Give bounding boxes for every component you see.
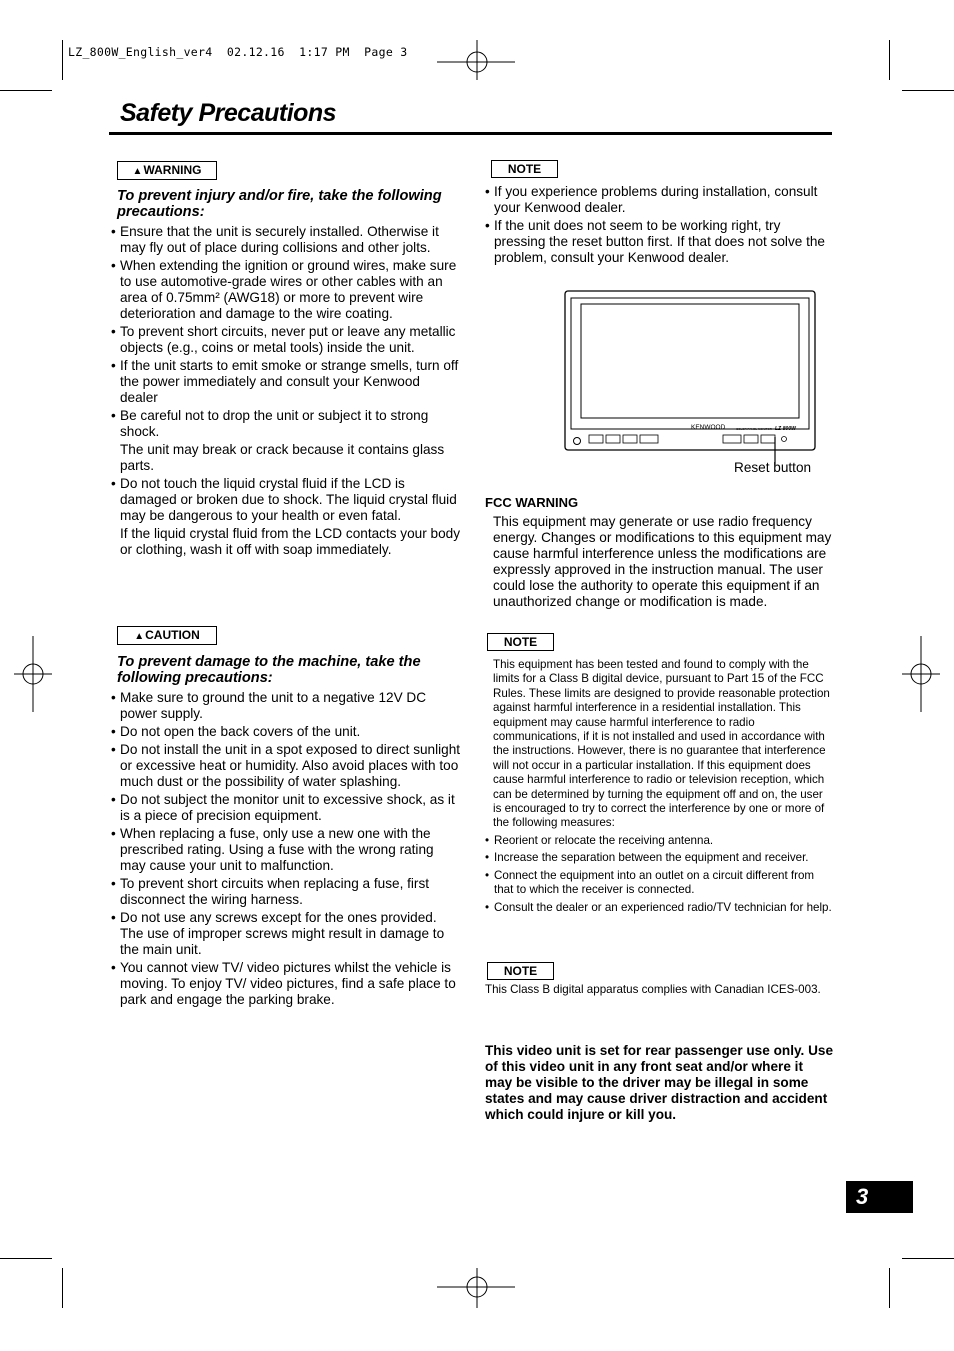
page-number: 3 bbox=[846, 1181, 913, 1213]
reset-button-caption: Reset button bbox=[734, 460, 812, 475]
fcc-text: This equipment may generate or use radio frequency energy. Changes or modifications to this equipment may cause harmful interference unless the modifications are expressly approved in the instruction manual. The user could lose the authority to operate this equipment if an unauthorized change or modification is made. bbox=[493, 514, 832, 609]
warning-label: WARNING bbox=[143, 163, 202, 177]
list-item: • You cannot view TV/ video pictures whilst the vehicle is moving. To enjoy TV/ video pictures, find a safe place to park and engage the parking brake. bbox=[111, 960, 461, 1008]
caution-label: CAUTION bbox=[145, 628, 200, 642]
note2-section bbox=[485, 633, 833, 918]
warning-triangle-icon: ▲ bbox=[132, 166, 143, 177]
caution-box bbox=[117, 626, 217, 645]
list-item: • Do not touch the liquid crystal fluid if the LCD is damaged or broken due to shock. The liquid crystal fluid may be dangerous to your health or even fatal. bbox=[111, 476, 461, 524]
list-continuation: The unit may break or crack because it contains glass parts. bbox=[120, 442, 445, 473]
device-model: LZ-800W bbox=[775, 426, 796, 432]
print-header: LZ_800W_English_ver4 02.12.16 1:17 PM Page 3 bbox=[68, 45, 408, 59]
warning-heading: To prevent injury and/or fire, take the following precautions: bbox=[117, 188, 442, 220]
monitor-illustration bbox=[563, 290, 818, 472]
note3-box: NOTE bbox=[487, 962, 554, 980]
list-item: • Do not open the back covers of the unit. bbox=[111, 724, 461, 740]
list-item: • Make sure to ground the unit to a negative 12V DC power supply. bbox=[111, 690, 461, 722]
list-item: • Do not subject the monitor unit to excessive shock, as it is a piece of precision equipment. bbox=[111, 792, 461, 824]
caution-heading: To prevent damage to the machine, take the following precautions: bbox=[117, 654, 421, 686]
list-item: • Ensure that the unit is securely installed. Otherwise it may fly out of place during collisions and other jolts. bbox=[111, 224, 461, 256]
note2-text: This equipment has been tested and found to comply with the limits for a Class B digital device, pursuant to Part 15 of the FCC Rules. These limits are designed to provide reasonable protection against harmful interference in a residential installation. This equipment may cause harmful interference to radio communications, if it is not installed and used in accordance with the instructions. However, there is no guarantee that interference will not occur in a particular installation. If this equipment does cause harmful interference to radio or television reception, which can be determined by turning the equipment off and on, the user is encouraged to try to correct the interference by one or more of the following measures: bbox=[493, 658, 830, 830]
list-item: • If the unit starts to emit smoke or strange smells, turn off the power immediately and consult your Kenwood dealer bbox=[111, 358, 461, 406]
list-item: • Connect the equipment into an outlet on a circuit different from that to which the receiver is connected. bbox=[485, 869, 833, 898]
list-item: • When replacing a fuse, only use a new one with the prescribed rating. Using a fuse with the wrong rating may cause your unit to malfunction. bbox=[111, 826, 461, 874]
list-item: • Increase the separation between the equipment and receiver. bbox=[485, 851, 833, 865]
title-rule bbox=[109, 132, 832, 135]
caution-section bbox=[111, 626, 461, 1010]
list-item: • Do not use any screws except for the ones provided. The use of improper screws might result in damage to the main unit. bbox=[111, 910, 461, 958]
warning-section bbox=[111, 161, 461, 560]
fcc-section bbox=[485, 495, 833, 610]
list-item: • Be careful not to drop the unit or subject it to strong shock. bbox=[111, 408, 461, 440]
list-continuation: If the liquid crystal fluid from the LCD contacts your body or clothing, wash it off with soap immediately. bbox=[120, 526, 460, 557]
rear-use-warning: This video unit is set for rear passenger use only. Use of this video unit in any front seat and/or where it may be visible to the driver may be illegal in some states and may cause driver distraction and accident which could injure or kill you. bbox=[485, 1043, 834, 1122]
list-item: • Reorient or relocate the receiving antenna. bbox=[485, 834, 833, 848]
note1-box: NOTE bbox=[491, 160, 558, 178]
page-title: Safety Precautions bbox=[120, 99, 337, 127]
note3-text: This Class B digital apparatus complies with Canadian ICES-003. bbox=[485, 983, 821, 996]
fcc-heading: FCC WARNING bbox=[485, 495, 579, 510]
list-item: • If the unit does not seem to be working right, try pressing the reset button first. If that does not solve the problem, consult your Kenwood dealer. bbox=[485, 218, 833, 266]
list-item: • To prevent short circuits when replacing a fuse, first disconnect the wiring harness. bbox=[111, 876, 461, 908]
list-item: • Consult the dealer or an experienced radio/TV technician for help. bbox=[485, 901, 833, 915]
list-item: • When extending the ignition or ground wires, make sure to use automotive-grade wires or other cables with an area of 0.75mm² (AWG18) or more to prevent wire deterioration and damage to the wire coating. bbox=[111, 258, 461, 322]
warning-box bbox=[117, 161, 217, 180]
note3-section bbox=[485, 962, 833, 997]
list-item: • If you experience problems during installation, consult your Kenwood dealer. bbox=[485, 184, 833, 216]
device-brand: KENWOOD bbox=[691, 424, 726, 431]
caution-triangle-icon: ▲ bbox=[134, 631, 145, 642]
device-model-sub: COLOR PANEL MONITOR bbox=[736, 427, 772, 431]
list-item: • To prevent short circuits, never put or leave any metallic objects (e.g., coins or metal tools) inside the unit. bbox=[111, 324, 461, 356]
note2-box: NOTE bbox=[487, 633, 554, 651]
note1-section bbox=[485, 160, 833, 268]
list-item: • Do not install the unit in a spot exposed to direct sunlight or excessive heat or humidity. Also avoid places with too much dust or the possibility of water splashing. bbox=[111, 742, 461, 790]
